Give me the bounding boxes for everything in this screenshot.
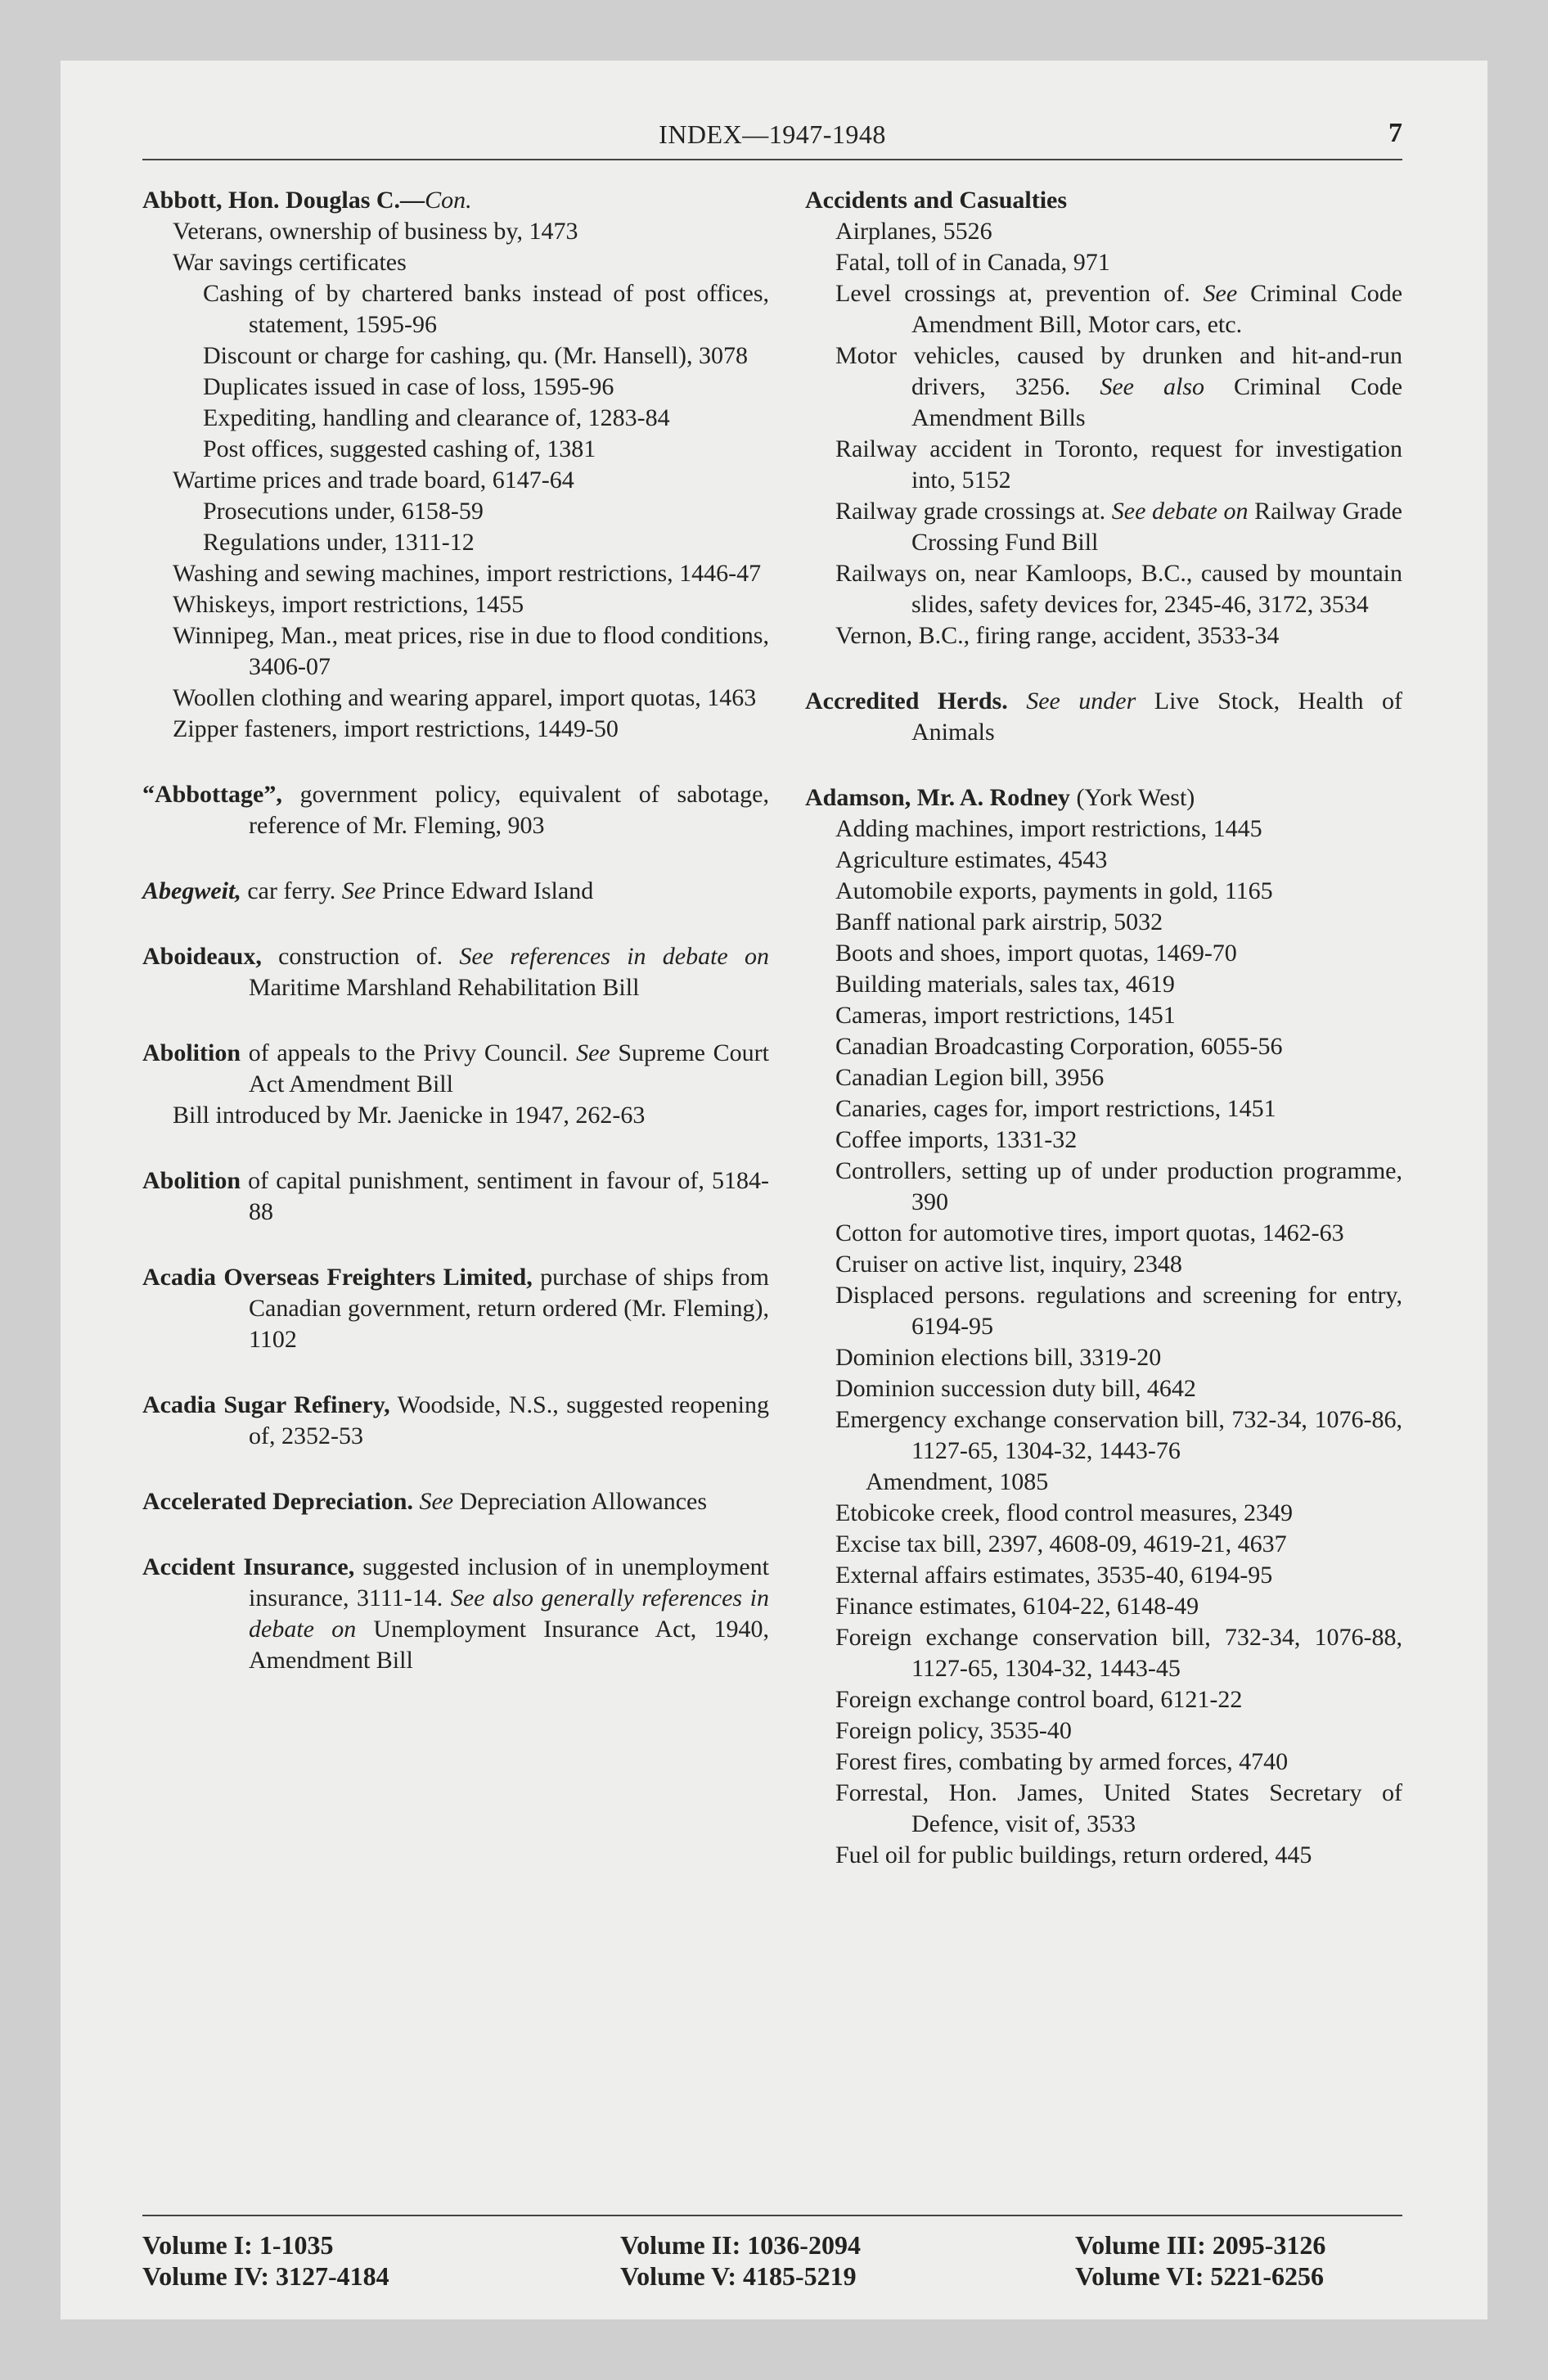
cross-reference: See	[419, 1488, 454, 1515]
entry-text: Railways on, near Kamloops, B.C., caused by mountain slides, safety devices for, 2345-46, 3172, 3534	[835, 560, 1402, 618]
index-entry	[142, 185, 769, 745]
entry-heading: Accidents and Casualties	[805, 187, 1068, 214]
entry-text: Emergency exchange conservation bill, 732-34, 1076-86, 1127-65, 1304-32, 1443-76	[835, 1406, 1402, 1464]
sub-entry	[805, 938, 1402, 969]
entry-text: External affairs estimates, 3535-40, 6194-95	[835, 1562, 1273, 1589]
right-column	[805, 185, 1402, 1905]
entry-text: Finance estimates, 6104-22, 6148-49	[835, 1593, 1199, 1620]
sub-entry	[805, 1342, 1402, 1373]
entry-text: Foreign policy, 3535-40	[835, 1717, 1072, 1744]
entry-heading: Acadia Overseas Freighters Limited,	[142, 1264, 533, 1291]
entry-head-line	[805, 782, 1402, 814]
left-column	[142, 185, 769, 1711]
volume-key-line	[1075, 2229, 1325, 2261]
sub-entry	[805, 1622, 1402, 1684]
entry-heading: Acadia Sugar Refinery,	[142, 1391, 390, 1418]
volume-range: 2095-3126	[1212, 2230, 1326, 2260]
index-page	[61, 61, 1487, 2319]
cross-reference: Con.	[425, 187, 472, 214]
entry-text: Dominion elections bill, 3319-20	[835, 1344, 1162, 1371]
sub-entry	[805, 876, 1402, 907]
volume-key	[142, 2229, 1402, 2295]
volume-range: 4185-5219	[742, 2261, 857, 2291]
entry-head-line	[142, 185, 769, 216]
index-entry	[142, 1165, 769, 1228]
volume-label: Volume IV:	[142, 2261, 269, 2291]
entry-text: construction of.	[261, 943, 460, 970]
cross-reference: See debate on	[1111, 498, 1249, 525]
entry-head-line	[142, 779, 769, 841]
entry-text: Wartime prices and trade board, 6147-64	[173, 467, 574, 494]
entry-text: Winnipeg, Man., meat prices, rise in due to flood conditions, 3406-07	[173, 622, 769, 680]
sub-entry	[805, 1467, 1402, 1498]
cross-reference: See	[576, 1039, 610, 1066]
sub-entry	[142, 714, 769, 745]
entry-text: Motor vehicles, caused by drunken and hit-and-run drivers, 3256.	[835, 342, 1402, 400]
entry-text: Regulations under, 1311-12	[203, 529, 475, 556]
sub-entry	[142, 683, 769, 714]
entry-text: Bill introduced by Mr. Jaenicke in 1947, 262-63	[173, 1102, 646, 1129]
entry-heading: Abolition	[142, 1039, 241, 1066]
cross-reference: See also	[1100, 373, 1204, 400]
entry-text: Dominion succession duty bill, 4642	[835, 1375, 1196, 1402]
entry-heading: Aboideaux,	[142, 943, 262, 970]
sub-entry	[142, 434, 769, 465]
volume-key-line	[620, 2229, 861, 2261]
page-number: 7	[1388, 118, 1402, 148]
sub-entry	[805, 1404, 1402, 1467]
header-rule	[142, 159, 1402, 160]
sub-entry	[805, 278, 1402, 340]
entry-heading: Adamson, Mr. A. Rodney	[805, 784, 1070, 811]
sub-entry	[805, 1778, 1402, 1840]
entry-text: Amendment, 1085	[866, 1468, 1049, 1495]
sub-entry	[805, 1062, 1402, 1093]
volume-key-line	[142, 2261, 389, 2292]
sub-entry	[805, 216, 1402, 247]
sub-entry	[142, 527, 769, 558]
entry-heading: Accelerated Depreciation.	[142, 1488, 413, 1515]
sub-entry	[805, 1529, 1402, 1560]
entry-text: Cruiser on active list, inquiry, 2348	[835, 1251, 1182, 1278]
sub-entry	[805, 434, 1402, 496]
index-entry	[142, 941, 769, 1003]
entry-text: Foreign exchange conservation bill, 732-34, 1076-88, 1127-65, 1304-32, 1443-45	[835, 1624, 1402, 1682]
entry-heading: Accredited Herds.	[805, 687, 1008, 714]
entry-text: Criminal Code Amendment Bill, Motor cars, etc.	[911, 280, 1403, 338]
entry-text: Forrestal, Hon. James, United States Secretary of Defence, visit of, 3533	[835, 1779, 1402, 1837]
index-entry	[805, 185, 1402, 651]
entry-heading: “Abbottage”,	[142, 781, 282, 808]
volume-key-col-2	[620, 2229, 861, 2292]
entry-head-line	[142, 1390, 769, 1452]
entry-text: Duplicates issued in case of loss, 1595-96	[203, 373, 614, 400]
sub-entry	[142, 216, 769, 247]
sub-entry	[805, 1498, 1402, 1529]
sub-entry	[142, 372, 769, 403]
volume-range: 3127-4184	[276, 2261, 389, 2291]
entry-text: Discount or charge for cashing, qu. (Mr. Hansell), 3078	[203, 342, 748, 369]
index-entry	[142, 1390, 769, 1452]
sub-entry	[805, 247, 1402, 278]
entry-text: Airplanes, 5526	[835, 218, 992, 245]
index-entry	[142, 779, 769, 841]
cross-reference: See under	[1026, 687, 1136, 714]
entry-text	[1008, 687, 1026, 714]
volume-label: Volume III:	[1075, 2230, 1206, 2260]
entry-text: Zipper fasteners, import restrictions, 1449-50	[173, 715, 619, 742]
entry-text: Cameras, import restrictions, 1451	[835, 1002, 1176, 1029]
entry-head-line	[142, 1165, 769, 1228]
sub-entry	[805, 1715, 1402, 1747]
entry-text: Fuel oil for public buildings, return ordered, 445	[835, 1841, 1312, 1868]
volume-range: 1-1035	[259, 2230, 334, 2260]
entry-text: of appeals to the Privy Council.	[241, 1039, 577, 1066]
entry-text: Railway accident in Toronto, request for investigation into, 5152	[835, 435, 1402, 494]
sub-entry	[805, 1125, 1402, 1156]
entry-text: Cashing of by chartered banks instead of post offices, statement, 1595-96	[203, 280, 769, 338]
entry-text: Foreign exchange control board, 6121-22	[835, 1686, 1243, 1713]
sub-entry	[142, 620, 769, 683]
entry-text: Washing and sewing machines, import restrictions, 1446-47	[173, 560, 762, 587]
entry-text: Woodside, N.S., suggested reopening of, 2352-53	[249, 1391, 769, 1449]
cross-reference: See	[1203, 280, 1238, 307]
entry-text: Automobile exports, payments in gold, 1165	[835, 877, 1273, 904]
entry-text: (York West)	[1069, 784, 1195, 811]
entry-text: Depreciation Allowances	[453, 1488, 708, 1515]
volume-range: 1036-2094	[747, 2230, 861, 2260]
sub-entry	[805, 620, 1402, 651]
entry-text: Whiskeys, import restrictions, 1455	[173, 591, 524, 618]
sub-entry	[142, 403, 769, 434]
entry-text: Criminal Code Amendment Bills	[911, 373, 1403, 431]
sub-entry	[805, 1000, 1402, 1031]
volume-label: Volume V:	[620, 2261, 736, 2291]
volume-label: Volume VI:	[1075, 2261, 1204, 2291]
volume-key-col-3	[1075, 2229, 1325, 2292]
sub-entry	[805, 1093, 1402, 1125]
entry-heading: Abegweit,	[142, 877, 241, 904]
entry-text: Maritime Marshland Rehabilitation Bill	[249, 974, 640, 1001]
sub-entry	[142, 589, 769, 620]
sub-entry	[805, 845, 1402, 876]
volume-key-line	[620, 2261, 861, 2292]
sub-entry	[805, 340, 1402, 434]
entry-text: purchase of ships from Canadian government, return ordered (Mr. Fleming), 1102	[249, 1264, 769, 1353]
volume-key-line	[142, 2229, 389, 2261]
entry-text: of capital punishment, sentiment in favour of, 5184-88	[241, 1167, 769, 1225]
index-entry	[142, 1552, 769, 1676]
sub-entry	[805, 1280, 1402, 1342]
running-title: INDEX—1947-1948	[659, 119, 886, 149]
entry-text: Canadian Broadcasting Corporation, 6055-56	[835, 1033, 1283, 1060]
index-entry	[142, 876, 769, 907]
entry-text: Vernon, B.C., firing range, accident, 3533-34	[835, 622, 1280, 649]
sub-entry	[805, 1373, 1402, 1404]
sub-entry	[805, 1031, 1402, 1062]
entry-head-line	[142, 876, 769, 907]
entry-text: Cotton for automotive tires, import quotas, 1462-63	[835, 1219, 1344, 1246]
sub-entry	[805, 814, 1402, 845]
volume-range: 5221-6256	[1210, 2261, 1325, 2291]
sub-entry	[142, 278, 769, 340]
entry-text: Railway Grade Crossing Fund Bill	[911, 498, 1402, 556]
entry-text: Canadian Legion bill, 3956	[835, 1064, 1105, 1091]
sub-entry	[142, 558, 769, 589]
volume-label: Volume II:	[620, 2230, 741, 2260]
sub-entry	[805, 496, 1402, 558]
volume-key-col-1	[142, 2229, 389, 2292]
footer-rule	[142, 2215, 1402, 2216]
volume-label: Volume I:	[142, 2230, 253, 2260]
volume-key-line	[1075, 2261, 1325, 2292]
entry-text: Controllers, setting up of under production programme, 390	[835, 1157, 1402, 1215]
entry-text: car ferry.	[241, 877, 342, 904]
entry-text: War savings certificates	[173, 249, 407, 276]
entry-text: Post offices, suggested cashing of, 1381	[203, 435, 596, 462]
sub-entry	[805, 1591, 1402, 1622]
entry-text: Banff national park airstrip, 5032	[835, 908, 1163, 935]
entry-heading: Accident Insurance,	[142, 1553, 355, 1580]
sub-entry	[805, 907, 1402, 938]
entry-text: Supreme Court Act Amendment Bill	[249, 1039, 769, 1098]
entry-text: Building materials, sales tax, 4619	[835, 971, 1175, 998]
entry-head-line	[142, 941, 769, 1003]
sub-entry	[805, 1840, 1402, 1871]
entry-text: Unemployment Insurance Act, 1940, Amendment Bill	[249, 1616, 770, 1674]
sub-entry	[805, 558, 1402, 620]
entry-head-line	[142, 1486, 769, 1517]
cross-reference: See	[341, 877, 376, 904]
entry-head-line	[142, 1552, 769, 1676]
entry-text: Coffee imports, 1331-32	[835, 1126, 1078, 1153]
sub-entry	[142, 465, 769, 496]
sub-entry	[142, 496, 769, 527]
index-entry	[142, 1038, 769, 1131]
entry-text: Boots and shoes, import quotas, 1469-70	[835, 940, 1237, 967]
entry-text: Agriculture estimates, 4543	[835, 846, 1108, 873]
sub-entry	[142, 1100, 769, 1131]
entry-heading: Abolition	[142, 1167, 241, 1194]
entry-head-line	[805, 185, 1402, 216]
sub-entry	[805, 1218, 1402, 1249]
entry-text: Canaries, cages for, import restrictions, 1451	[835, 1095, 1276, 1122]
cross-reference: See also generally references in debate on	[249, 1584, 769, 1643]
sub-entry	[805, 1747, 1402, 1778]
page-header	[142, 113, 1402, 154]
sub-entry	[805, 1249, 1402, 1280]
entry-head-line	[142, 1038, 769, 1100]
entry-text: Live Stock, Health of Animals	[911, 687, 1402, 746]
sub-entry	[142, 340, 769, 372]
entry-text: Prince Edward Island	[376, 877, 594, 904]
sub-entry	[805, 1560, 1402, 1591]
sub-entry	[805, 1156, 1402, 1218]
entry-heading: Abbott, Hon. Douglas C.—	[142, 187, 425, 214]
entry-text: government policy, equivalent of sabotage, reference of Mr. Fleming, 903	[249, 781, 769, 839]
entry-text: Prosecutions under, 6158-59	[203, 498, 484, 525]
entry-head-line	[805, 686, 1402, 748]
entry-text: Railway grade crossings at.	[835, 498, 1112, 525]
entry-text: Woollen clothing and wearing apparel, import quotas, 1463	[173, 684, 757, 711]
index-entry	[805, 686, 1402, 748]
sub-entry	[805, 1684, 1402, 1715]
index-entry	[805, 782, 1402, 1871]
entry-text: Veterans, ownership of business by, 1473	[173, 218, 578, 245]
entry-text: Displaced persons. regulations and screening for entry, 6194-95	[835, 1282, 1402, 1340]
index-entry	[142, 1486, 769, 1517]
sub-entry	[142, 247, 769, 278]
entry-text: Fatal, toll of in Canada, 971	[835, 249, 1110, 276]
entry-text: Forest fires, combating by armed forces, 4740	[835, 1748, 1289, 1775]
entry-text: Level crossings at, prevention of.	[835, 280, 1204, 307]
entry-text: Expediting, handling and clearance of, 1283-84	[203, 404, 670, 431]
cross-reference: See references in debate on	[459, 943, 769, 970]
entry-head-line	[142, 1262, 769, 1355]
entry-text: Adding machines, import restrictions, 1445	[835, 815, 1262, 842]
entry-text: Excise tax bill, 2397, 4608-09, 4619-21, 4637	[835, 1530, 1287, 1557]
sub-entry	[805, 969, 1402, 1000]
entry-text: suggested inclusion of in unemployment insurance, 3111-14.	[249, 1553, 770, 1611]
index-entry	[142, 1262, 769, 1355]
entry-text: Etobicoke creek, flood control measures, 2349	[835, 1499, 1293, 1526]
